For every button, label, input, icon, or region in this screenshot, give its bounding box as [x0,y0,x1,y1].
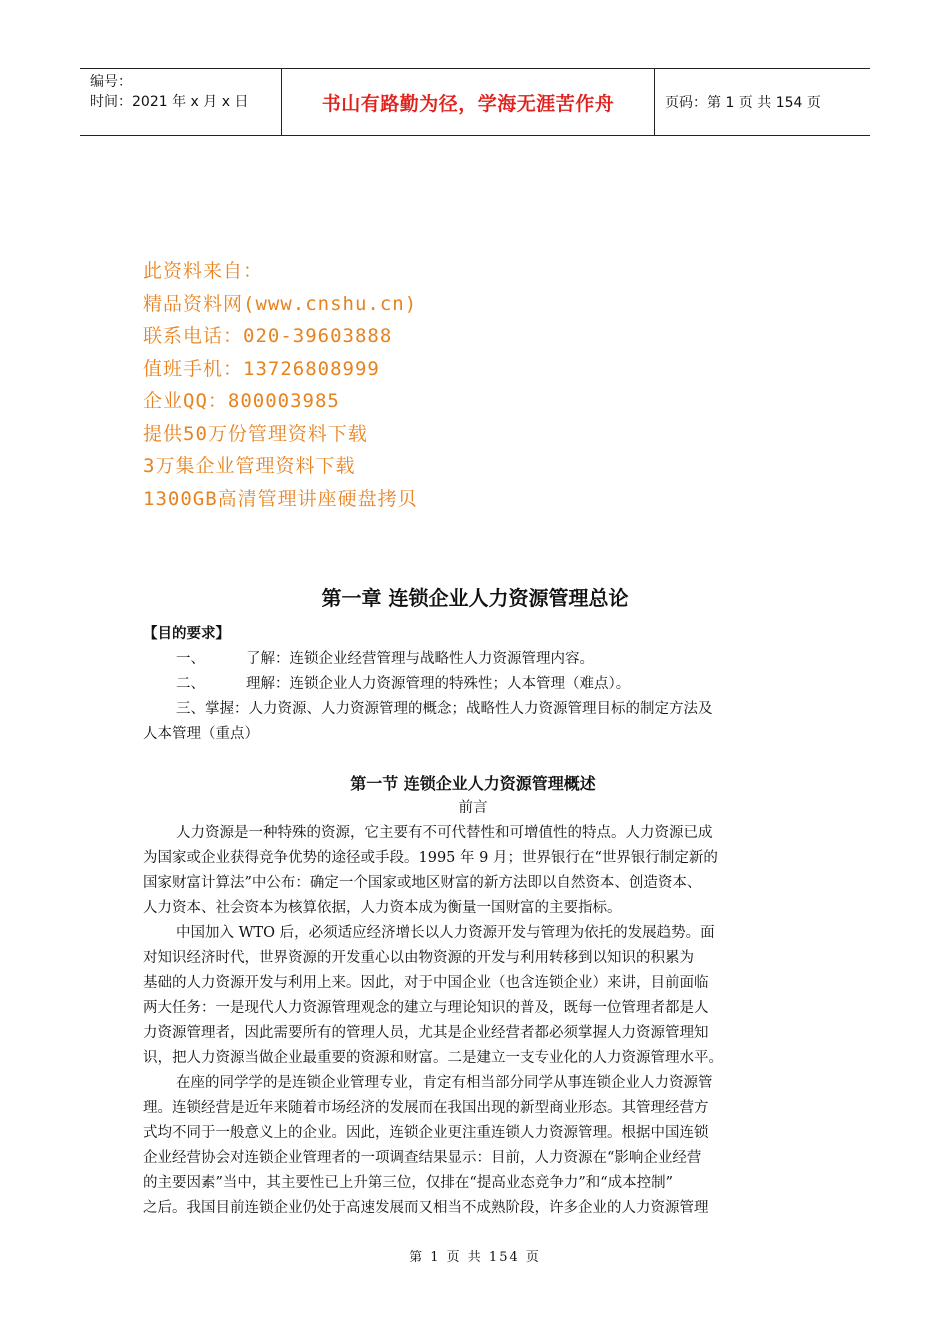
paragraph-line: 为国家或企业获得竞争优势的途径或手段。1995 年 9 月；世界银行在“世界银行制定新的 [143,850,718,866]
paragraph-line: 的主要因素”当中，其主要性已上升第三位，仅排在“提高业态竞争力”和“成本控制” [143,1175,674,1191]
paragraph [143,1071,803,1221]
preface-heading: 前言 [458,800,488,816]
paragraph [143,821,803,921]
section-title: 第一节 连锁企业人力资源管理概述 [350,774,596,793]
header-meta [80,69,282,135]
header-page-info: 页码：第 1 页 共 154 页 [665,95,821,111]
header-date-label: 时间：2021 年 x 月 x 日 [90,94,249,110]
section-body [143,771,803,1221]
paragraph-line: 识，把人力资源当做企业最重要的资源和财富。二是建立一支专业化的人力资源管理水平。 [143,1050,723,1066]
paragraph-line: 企业经营协会对连锁企业管理者的一项调查结果显示：目前，人力资源在“影响企业经营 [143,1150,702,1166]
info-line: 联系电话：020-39603888 [143,325,393,347]
paragraph-line: 人力资本、社会资本为核算依据，人力资本成为衡量一国财富的主要指标。 [143,900,622,916]
objective-text: 理解：连锁企业人力资源管理的特殊性；人本管理（难点）。 [246,676,631,692]
header-motto: 书山有路勤为径，学海无涯苦作舟 [282,69,655,135]
info-line: 企业QQ：800003985 [143,390,340,412]
info-line: 3万集企业管理资料下载 [143,455,356,477]
paragraph-line: 两大任务：一是现代人力资源管理观念的建立与理论知识的普及，既每一位管理者都是人 [143,1000,709,1016]
objectives-heading: 【目的要求】 [143,626,230,642]
info-line: 值班手机：13726808999 [143,357,380,380]
paragraph-line: 力资源管理者，因此需要所有的管理人员，尤其是企业经营者都必须掌握人力资源管理知 [143,1025,709,1041]
info-line: 此资料来自： [143,260,264,282]
chapter-title: 第一章 连锁企业人力资源管理总论 [321,586,629,610]
paragraph-line: 在座的同学学的是连锁企业管理专业，肯定有相当部分同学从事连锁企业人力资源管 [176,1075,713,1091]
info-line: 提供50万份管理资料下载 [143,422,368,445]
document-header [80,68,870,136]
paragraph-line: 基础的人力资源开发与利用上来。因此，对于中国企业（也含连锁企业）来讲，目前面临 [143,975,709,991]
paragraph-line: 对知识经济时代，世界资源的开发重心以由物资源的开发与利用转移到以知识的积累为 [143,950,694,966]
paragraph-line: 中国加入 WTO 后，必须适应经济增长以人力资源开发与管理为依托的发展趋势。面 [176,925,715,941]
paragraph-line: 之后。我国目前连锁企业仍处于高速发展而又相当不成熟阶段，许多企业的人力资源管理 [143,1200,709,1216]
objective-item-3-line1: 三、掌握：人力资源、人力资源管理的概念；战略性人力资源管理目标的制定方法及 [176,701,713,717]
objective-item [143,647,803,672]
paragraph [143,921,803,1071]
header-number-label: 编号： [90,74,132,90]
info-line: 精品资料网(www.cnshu.cn) [143,292,418,315]
page-footer: 第 1 页 共 154 页 [409,1250,541,1265]
paragraph-line: 国家财富计算法”中公布：确定一个国家或地区财富的新方法即以自然资本、创造资本、 [143,875,702,891]
objective-text: 了解：连锁企业经营管理与战略性人力资源管理内容。 [246,651,594,667]
paragraph-line: 理。连锁经营是近年来随着市场经济的发展而在我国出现的新型商业形态。其管理经营方 [143,1100,709,1116]
paragraph-line: 人力资源是一种特殊的资源，它主要有不可代替性和可增值性的特点。人力资源已成 [176,825,713,841]
objective-item-3-line2: 人本管理（重点） [143,726,259,742]
objective-item [143,672,803,697]
paragraph-line: 式均不同于一般意义上的企业。因此，连锁企业更注重连锁人力资源管理。根据中国连锁 [143,1125,709,1141]
source-info-block [143,255,418,515]
info-line: 1300GB高清管理讲座硬盘拷贝 [143,487,418,510]
objective-number: 二、 [176,676,205,692]
objective-number: 一、 [176,651,205,667]
objectives-section [143,622,803,747]
